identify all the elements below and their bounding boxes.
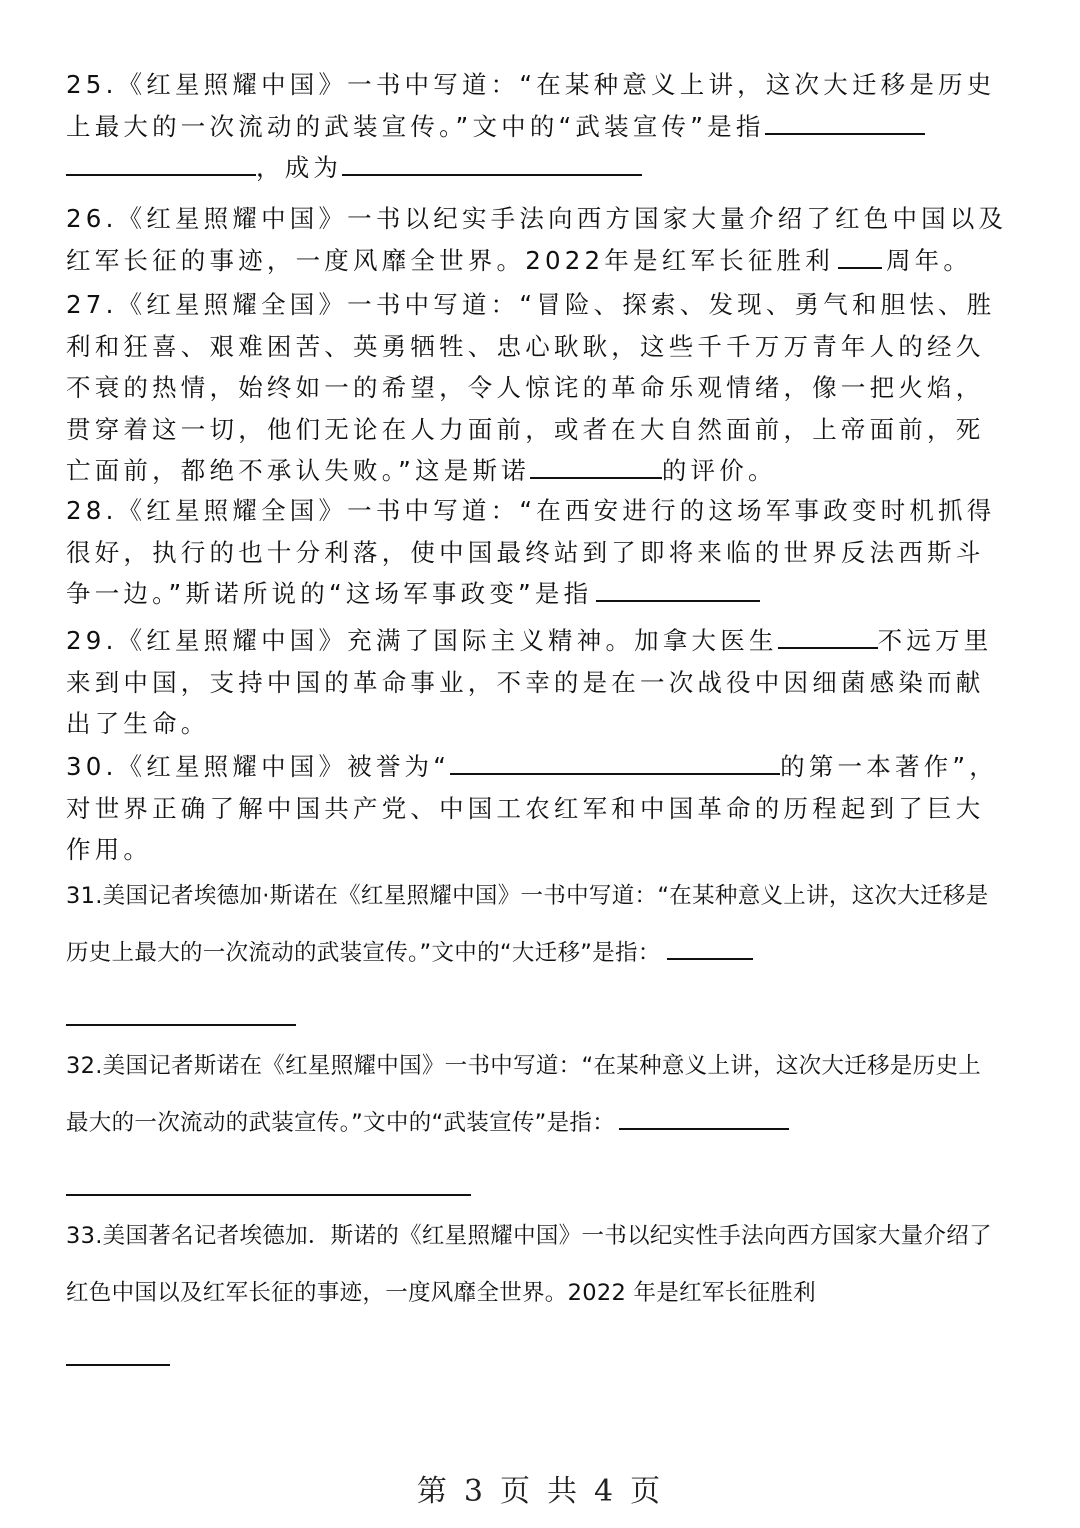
answer-blank[interactable]	[450, 750, 780, 775]
question-27-text-2: 的评价。	[661, 456, 777, 485]
page-number: 3	[463, 1474, 486, 1509]
total-label: 共	[547, 1474, 580, 1509]
question-27	[66, 284, 1012, 492]
question-29	[66, 620, 1012, 745]
answer-line[interactable]	[66, 1024, 296, 1026]
question-31	[66, 868, 1001, 982]
answer-line[interactable]	[66, 1364, 170, 1366]
answer-blank[interactable]	[778, 624, 878, 649]
question-33-text: 33.美国著名记者埃德加．斯诺的《红星照耀中国》一书以纪实性手法向西方国家大量介绍了红色中国以及红军长征的事迹，一度风靡全世界。2022 年是红军长征胜利	[66, 1223, 992, 1306]
question-32-text: 32.美国记者斯诺在《红星照耀中国》一书中写道：“在某种意义上讲，这次大迁移是历史上最大的一次流动的武装宣传。”文中的“武装宣传”是指：	[66, 1053, 982, 1136]
page-footer	[0, 1466, 1080, 1510]
question-30-text: 30.《红星照耀中国》被誉为“	[66, 752, 451, 781]
page-unit: 页	[500, 1474, 533, 1509]
question-30	[66, 746, 1012, 871]
question-29-text: 29.《红星照耀中国》充满了国际主义精神。加拿大医生	[66, 626, 778, 655]
answer-blank[interactable]	[596, 577, 760, 602]
question-28	[66, 490, 1012, 615]
question-33	[66, 1208, 1001, 1322]
page-label: 第	[416, 1474, 450, 1509]
question-28-text: 28.《红星照耀全国》一书中写道：“在西安进行的这场军事政变时机抓得很好，执行的也十分利落，使中国最终站到了即将来临的世界反法西斯斗争一边。”斯诺所说的“这场军事政变”是指	[66, 496, 996, 608]
answer-blank[interactable]	[66, 151, 256, 176]
question-27-text: 27.《红星照耀全国》一书中写道：“冒险、探索、发现、勇气和胆怯、胜利和狂喜、艰难困苦、英勇牺牲、忠心耿耿，这些千千万万青年人的经久不衰的热情，始终如一的希望，令人惊诧的革命乐观情绪，像一把火焰，贯穿着这一切，他们无论在人力面前，或者在大自然面前，上帝面前，死亡面前，都绝不承认失败。”这是斯诺	[66, 290, 996, 485]
question-32	[66, 1038, 1001, 1152]
question-25-text: 25.《红星照耀中国》一书中写道：“在某种意义上讲，这次大迁移是历史上最大的一次流动的武装宣传。”文中的“武装宣传”是指	[66, 70, 996, 141]
question-31-text: 31.美国记者埃德加·斯诺在《红星照耀中国》一书中写道：“在某种意义上讲，这次大迁移是历史上最大的一次流动的武装宣传。”文中的“大迁移”是指：	[66, 883, 989, 966]
total-pages: 4	[594, 1474, 617, 1509]
question-25-text-2: ，成为	[256, 153, 343, 182]
question-25	[66, 64, 1012, 189]
answer-line[interactable]	[66, 1194, 471, 1196]
question-26	[66, 198, 1012, 281]
total-unit: 页	[630, 1474, 664, 1509]
question-30-text-2: 的第一本著作”，对世界正确了解中国共产党、中国工农红军和中国革命的历程起到了巨大作用。	[66, 752, 998, 864]
question-29-text-2: 不远万里来到中国，支持中国的革命事业，不幸的是在一次战役中因细菌感染而献出了生命。	[66, 626, 993, 738]
answer-blank[interactable]	[667, 937, 753, 960]
answer-blank[interactable]	[530, 454, 662, 479]
answer-blank[interactable]	[619, 1107, 789, 1130]
answer-blank[interactable]	[342, 151, 642, 176]
question-26-text-2: 周年。	[885, 245, 973, 275]
question-26-text: 26.《红星照耀中国》一书以纪实手法向西方国家大量介绍了红色中国以及红军长征的事迹，一度风靡全世界。2022年是红军长征胜利	[66, 204, 1008, 275]
answer-blank[interactable]	[765, 109, 925, 134]
answer-blank[interactable]	[838, 243, 882, 268]
